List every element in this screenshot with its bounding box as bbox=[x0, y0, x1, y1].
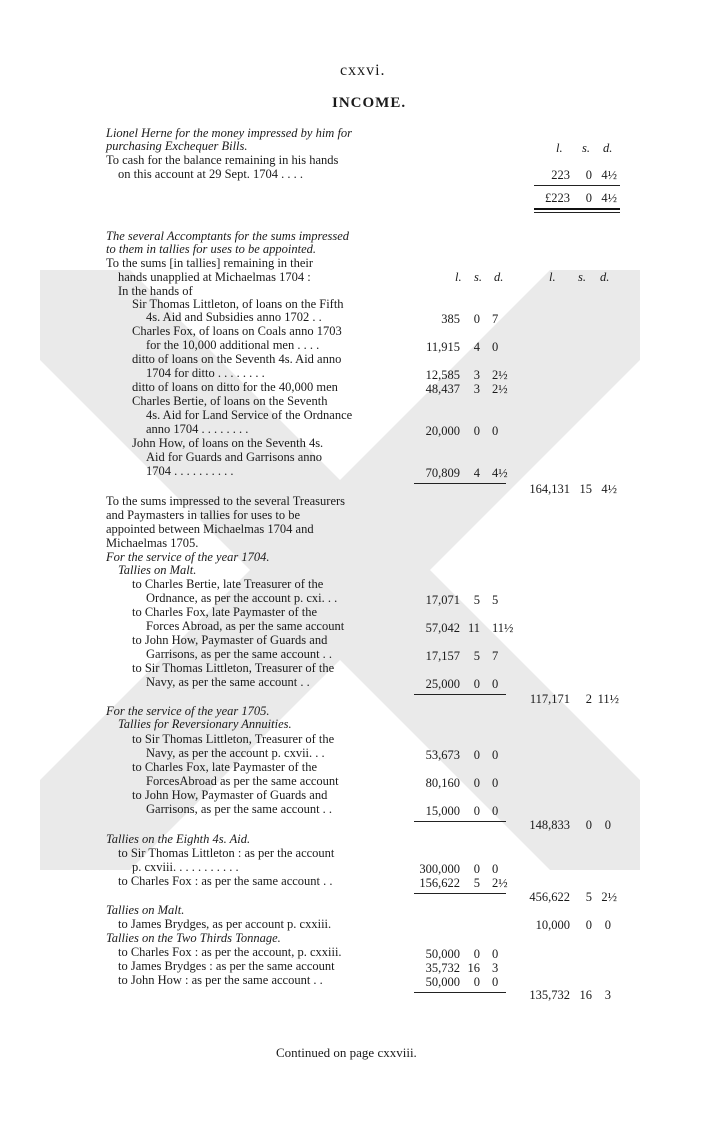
entry-d: 0 bbox=[492, 975, 499, 989]
amount-s: 0 bbox=[585, 918, 592, 932]
entry-l: 17,157 bbox=[425, 649, 460, 663]
entry-text: Ordnance, as per the account p. cxi. . . bbox=[146, 591, 338, 605]
entry-s: 3 bbox=[473, 368, 480, 382]
entry-l: 156,622 bbox=[419, 876, 460, 890]
col-head-d-right: d. bbox=[600, 270, 610, 284]
subtotal-d: 3 bbox=[604, 988, 611, 1002]
entry-d: 2½ bbox=[492, 382, 508, 396]
section2-intro: To the sums [in tallies] remaining in their bbox=[106, 256, 314, 270]
subtotal-s: 5 bbox=[585, 890, 592, 904]
entry-text: Garrisons, as per the same account . . bbox=[146, 647, 333, 661]
entry-text: 1704 . . . . . . . . . . bbox=[146, 464, 234, 478]
rule bbox=[414, 893, 506, 894]
entry-text: 4s. Aid and Subsidies anno 1702 . . bbox=[146, 310, 322, 324]
section2-intro-2: hands unapplied at Michaelmas 1704 : bbox=[118, 270, 311, 284]
entry-l: 57,042 bbox=[425, 621, 460, 635]
section1-title: Lionel Herne for the money impressed by him for bbox=[106, 126, 353, 140]
entry-text: Garrisons, as per the same account . . bbox=[146, 802, 333, 816]
entry-text: to John How : as per the same account . . bbox=[118, 973, 323, 987]
amount-d: 4½ bbox=[601, 168, 617, 182]
entry-l: 53,673 bbox=[425, 748, 460, 762]
entry-s: 5 bbox=[473, 876, 480, 890]
subtotal-s: 16 bbox=[579, 988, 592, 1002]
entry-s: 0 bbox=[473, 776, 480, 790]
subtotal-d: 11½ bbox=[597, 692, 619, 706]
entry-l: 25,000 bbox=[425, 677, 460, 691]
entry-s: 0 bbox=[473, 312, 480, 326]
amount-l: 10,000 bbox=[535, 918, 570, 932]
section1-line-2: on this account at 29 Sept. 1704 . . . . bbox=[118, 167, 304, 181]
entry-text: ditto of loans on the Seventh 4s. Aid anno bbox=[132, 352, 342, 366]
subtotal-l: 135,732 bbox=[529, 988, 570, 1002]
section1-title-2: purchasing Exchequer Bills. bbox=[106, 139, 248, 153]
subtotal-l: 456,622 bbox=[529, 890, 570, 904]
entry-text: to Charles Fox, late Paymaster of the bbox=[132, 605, 318, 619]
entry-d: 0 bbox=[492, 677, 499, 691]
entry-s: 0 bbox=[473, 975, 480, 989]
entry-text: to Sir Thomas Littleton, Treasurer of the bbox=[132, 661, 335, 675]
entry-s: 0 bbox=[473, 862, 480, 876]
total-s: 0 bbox=[585, 191, 592, 205]
entry-d: 0 bbox=[492, 776, 499, 790]
subtotal-s: 0 bbox=[585, 818, 592, 832]
double-rule bbox=[534, 208, 620, 210]
subtotal-d: 2½ bbox=[601, 890, 617, 904]
entry-text: Navy, as per the account p. cxvii. . . bbox=[146, 746, 325, 760]
entry-text: to James Brydges : as per the same account bbox=[118, 959, 335, 973]
entry-text: 4s. Aid for Land Service of the Ordnance bbox=[146, 408, 353, 422]
subtotal-d: 4½ bbox=[601, 482, 617, 496]
entry-d: 0 bbox=[492, 947, 499, 961]
entry-s: 0 bbox=[473, 677, 480, 691]
entry-text: to Charles Fox : as per the same account . . bbox=[118, 874, 333, 888]
entry-l: 12,585 bbox=[425, 368, 460, 382]
entry-text: Sir Thomas Littleton, of loans on the Fifth bbox=[132, 297, 344, 311]
entry-text: p. cxviii. . . . . . . . . . . bbox=[132, 860, 239, 874]
entry-l: 15,000 bbox=[425, 804, 460, 818]
amount-l: 223 bbox=[551, 168, 570, 182]
entry-l: 11,915 bbox=[426, 340, 460, 354]
entry-text: 1704 for ditto . . . . . . . . bbox=[146, 366, 265, 380]
entry-text: to Sir Thomas Littleton : as per the account bbox=[118, 846, 335, 860]
entry-s: 0 bbox=[473, 804, 480, 818]
entry-l: 48,437 bbox=[425, 382, 460, 396]
tallies-heading: Tallies on Malt. bbox=[118, 563, 197, 577]
page-heading: INCOME. bbox=[332, 95, 407, 111]
section2-title-2: to them in tallies for uses to be appointed. bbox=[106, 242, 317, 256]
entry-text: to Charles Fox : as per the account, p. cxxiii. bbox=[118, 945, 342, 959]
entry-l: 50,000 bbox=[425, 975, 460, 989]
double-rule-2 bbox=[534, 212, 620, 213]
section3-intro: To the sums impressed to the several Treasurers bbox=[106, 494, 346, 508]
tallies-heading: Tallies for Reversionary Annuities. bbox=[118, 717, 292, 731]
entry-text: Charles Fox, of loans on Coals anno 1703 bbox=[132, 324, 342, 338]
col-head-l-right: l. bbox=[549, 270, 556, 284]
entry-d: 2½ bbox=[492, 368, 508, 382]
subtotal-l: 148,833 bbox=[529, 818, 570, 832]
total-d: 4½ bbox=[601, 191, 617, 205]
col-head-d: d. bbox=[494, 270, 504, 284]
section2-title: The several Accomptants for the sums impressed bbox=[106, 229, 350, 243]
col-head-s: s. bbox=[474, 270, 482, 284]
rule bbox=[414, 992, 506, 993]
entry-s: 5 bbox=[473, 593, 480, 607]
entry-l: 300,000 bbox=[419, 862, 460, 876]
section1-line: To cash for the balance remaining in his hands bbox=[106, 153, 339, 167]
entry-s: 4 bbox=[473, 466, 480, 480]
tallies-heading: Tallies on the Two Thirds Tonnage. bbox=[106, 931, 281, 945]
entry-d: 0 bbox=[492, 424, 499, 438]
entry-text: to Charles Bertie, late Treasurer of the bbox=[132, 577, 324, 591]
section3-intro: Michaelmas 1705. bbox=[106, 536, 199, 550]
section2-intro-3: In the hands of bbox=[118, 284, 193, 298]
col-head-l-right: l. bbox=[556, 141, 563, 155]
total-l: £223 bbox=[545, 191, 570, 205]
entry-d: 3 bbox=[492, 961, 499, 975]
col-head-l: l. bbox=[455, 270, 462, 284]
entry-d: 7 bbox=[492, 312, 499, 326]
subtotal-d: 0 bbox=[604, 818, 611, 832]
rule bbox=[534, 185, 620, 186]
entry-text: anno 1704 . . . . . . . . bbox=[146, 422, 249, 436]
entry-text: Forces Abroad, as per the same account bbox=[146, 619, 345, 633]
continued-note: Continued on page cxxviii. bbox=[276, 1045, 417, 1060]
entry-l: 70,809 bbox=[425, 466, 460, 480]
subtotal-s: 2 bbox=[585, 692, 592, 706]
subtotal-s: 15 bbox=[579, 482, 592, 496]
entry-text: to James Brydges, as per account p. cxxiii. bbox=[118, 917, 332, 931]
entry-l: 80,160 bbox=[425, 776, 460, 790]
entry-text: ForcesAbroad as per the same account bbox=[146, 774, 339, 788]
entry-text: to Charles Fox, late Paymaster of the bbox=[132, 760, 318, 774]
col-head-s-right: s. bbox=[578, 270, 586, 284]
amount-d: 0 bbox=[604, 918, 611, 932]
rule bbox=[414, 821, 506, 822]
page-number: cxxvi. bbox=[340, 62, 386, 79]
col-head-s-right: s. bbox=[582, 141, 590, 155]
entry-d: 0 bbox=[492, 340, 499, 354]
entry-d: 11½ bbox=[492, 621, 514, 635]
col-head-d-right: d. bbox=[603, 141, 613, 155]
entry-text: for the 10,000 additional men . . . . bbox=[146, 338, 320, 352]
entry-d: 0 bbox=[492, 862, 499, 876]
amount-s: 0 bbox=[585, 168, 592, 182]
entry-text: to Sir Thomas Littleton, Treasurer of the bbox=[132, 732, 335, 746]
subtotal-l: 117,171 bbox=[529, 692, 570, 706]
entry-text: to John How, Paymaster of Guards and bbox=[132, 788, 328, 802]
rule bbox=[414, 694, 506, 695]
entry-text: Charles Bertie, of loans on the Seventh bbox=[132, 394, 328, 408]
entry-l: 35,732 bbox=[425, 961, 460, 975]
entry-s: 0 bbox=[473, 947, 480, 961]
entry-s: 16 bbox=[467, 961, 480, 975]
year-heading: For the service of the year 1704. bbox=[106, 550, 270, 564]
entry-text: Aid for Guards and Garrisons anno bbox=[146, 450, 323, 464]
section3-intro: appointed between Michaelmas 1704 and bbox=[106, 522, 314, 536]
tallies-heading: Tallies on the Eighth 4s. Aid. bbox=[106, 832, 251, 846]
entry-text: John How, of loans on the Seventh 4s. bbox=[132, 436, 324, 450]
tallies-heading: Tallies on Malt. bbox=[106, 903, 185, 917]
entry-s: 11 bbox=[467, 621, 480, 635]
entry-l: 50,000 bbox=[425, 947, 460, 961]
entry-text: to John How, Paymaster of Guards and bbox=[132, 633, 328, 647]
entry-d: 0 bbox=[492, 804, 499, 818]
entry-s: 0 bbox=[473, 424, 480, 438]
entry-d: 4½ bbox=[492, 466, 508, 480]
entry-s: 0 bbox=[473, 748, 480, 762]
entry-d: 0 bbox=[492, 748, 499, 762]
entry-s: 4 bbox=[473, 340, 480, 354]
rule bbox=[414, 483, 506, 484]
entry-l: 20,000 bbox=[425, 424, 460, 438]
entry-s: 5 bbox=[473, 649, 480, 663]
section3-intro: and Paymasters in tallies for uses to be bbox=[106, 508, 301, 522]
entry-text: Navy, as per the same account . . bbox=[146, 675, 310, 689]
entry-d: 2½ bbox=[492, 876, 508, 890]
entry-l: 17,071 bbox=[425, 593, 460, 607]
entry-d: 7 bbox=[492, 649, 499, 663]
entry-d: 5 bbox=[492, 593, 499, 607]
entry-text: ditto of loans on ditto for the 40,000 men bbox=[132, 380, 338, 394]
entry-s: 3 bbox=[473, 382, 480, 396]
year-heading: For the service of the year 1705. bbox=[106, 704, 270, 718]
subtotal-l: 164,131 bbox=[529, 482, 570, 496]
entry-l: 385 bbox=[441, 312, 460, 326]
